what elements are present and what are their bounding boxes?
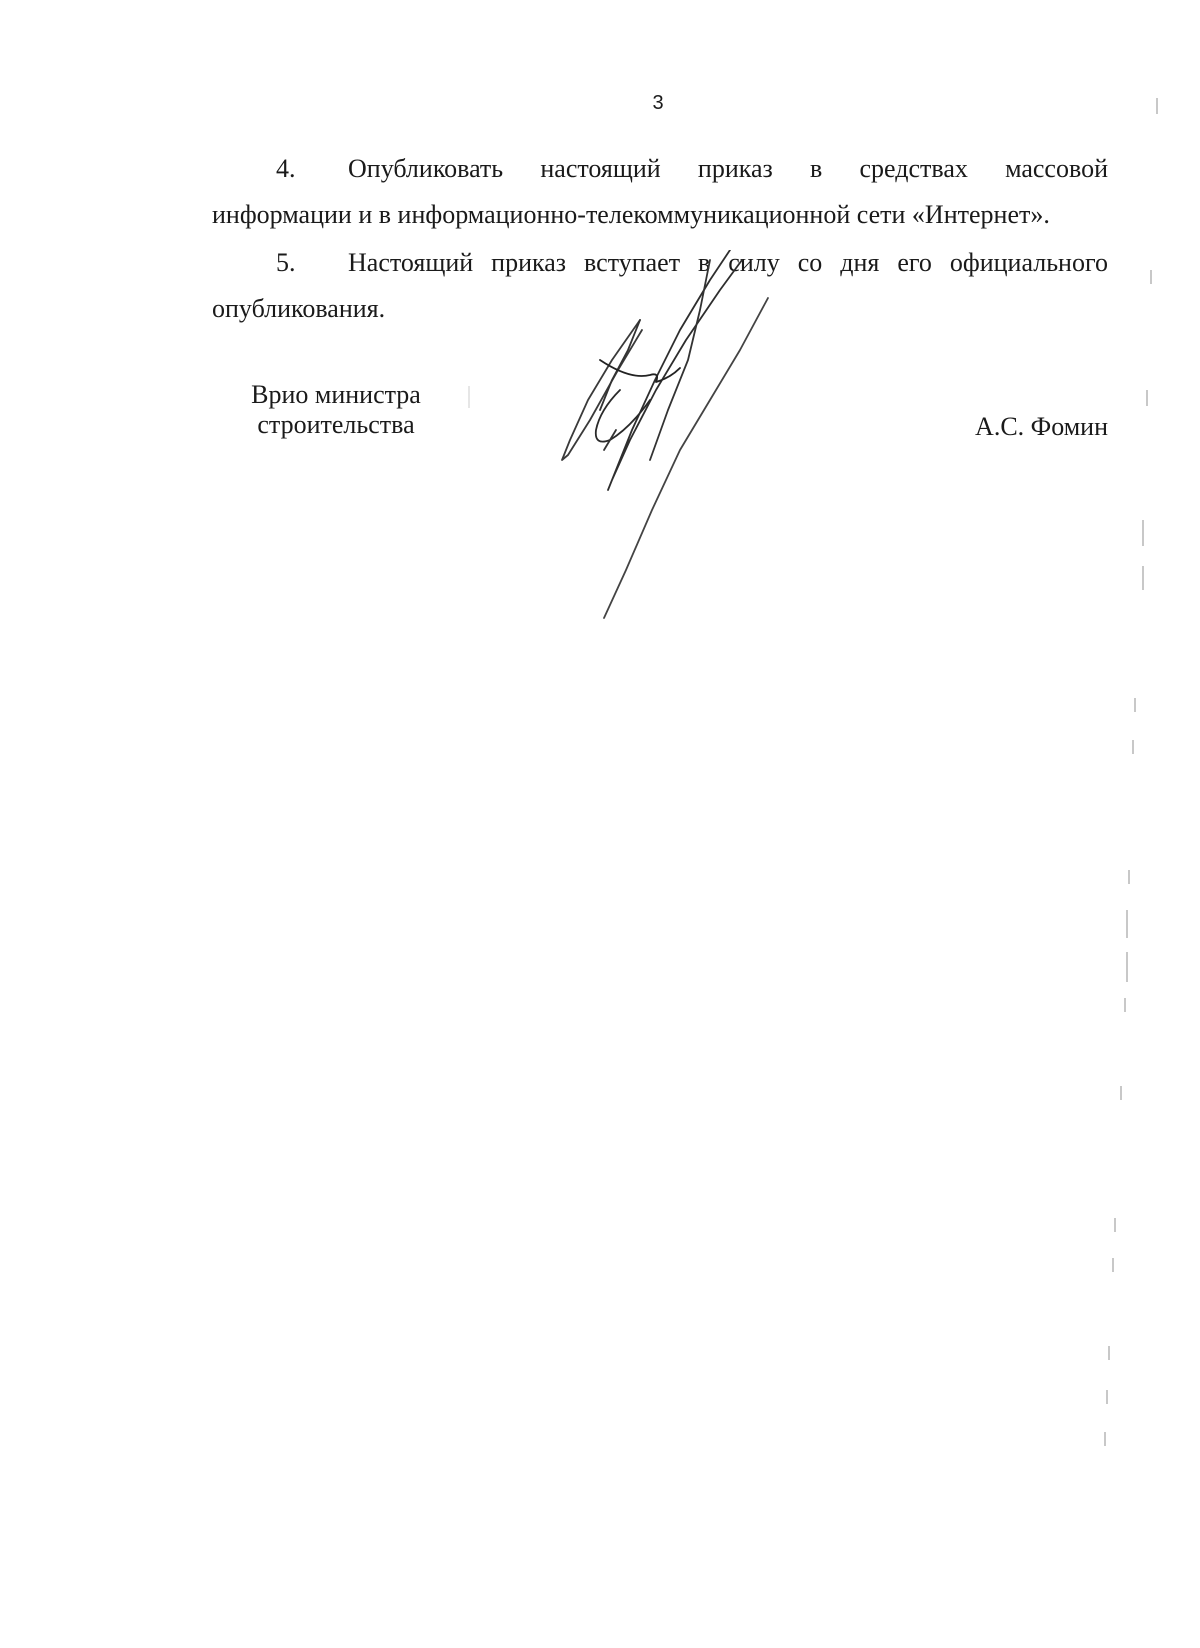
signer-title	[236, 380, 436, 440]
page-number: 3	[652, 92, 664, 114]
signer-name: А.С. Фомин	[975, 412, 1108, 441]
scan-edge-mark	[1132, 740, 1134, 754]
paragraph-4-number: 4.	[276, 154, 296, 183]
scan-edge-mark	[1126, 952, 1128, 982]
scan-edge-mark	[1120, 1086, 1122, 1100]
scan-edge-mark	[1156, 98, 1158, 114]
scan-artifact	[468, 386, 470, 408]
scan-edge-mark	[1114, 1218, 1116, 1232]
scan-edge-mark	[1112, 1258, 1114, 1272]
signer-title-line2: строительства	[257, 410, 415, 439]
scan-edge-mark	[1142, 520, 1144, 546]
scan-edge-mark	[1146, 390, 1148, 406]
scan-edge-mark	[1142, 566, 1144, 590]
scan-edge-mark	[1108, 1346, 1110, 1360]
paragraph-4-line1: Опубликовать настоящий приказ в средствах массовой	[348, 154, 1108, 183]
scan-edge-mark	[1106, 1390, 1108, 1404]
scan-edge-mark	[1150, 270, 1152, 284]
scan-edge-mark	[1104, 1432, 1106, 1446]
paragraph-4	[212, 146, 1108, 238]
scan-edge-mark	[1126, 910, 1128, 938]
scan-edge-mark	[1128, 870, 1130, 884]
scan-edge-mark	[1134, 698, 1136, 712]
scan-edge-mark	[1124, 998, 1126, 1012]
paragraph-5-line2: опубликования.	[212, 294, 386, 323]
handwritten-signature	[560, 250, 830, 620]
paragraph-4-line1-wrap	[212, 146, 1108, 192]
paragraph-4-line2: информации и в информационно-телекоммуникационной сети «Интернет».	[212, 200, 1050, 229]
paragraph-5-line1: Настоящий приказ вступает в силу со дня его официального	[348, 248, 1108, 277]
paragraph-5-number: 5.	[276, 248, 296, 277]
signer-title-line1: Врио министра	[251, 380, 421, 409]
